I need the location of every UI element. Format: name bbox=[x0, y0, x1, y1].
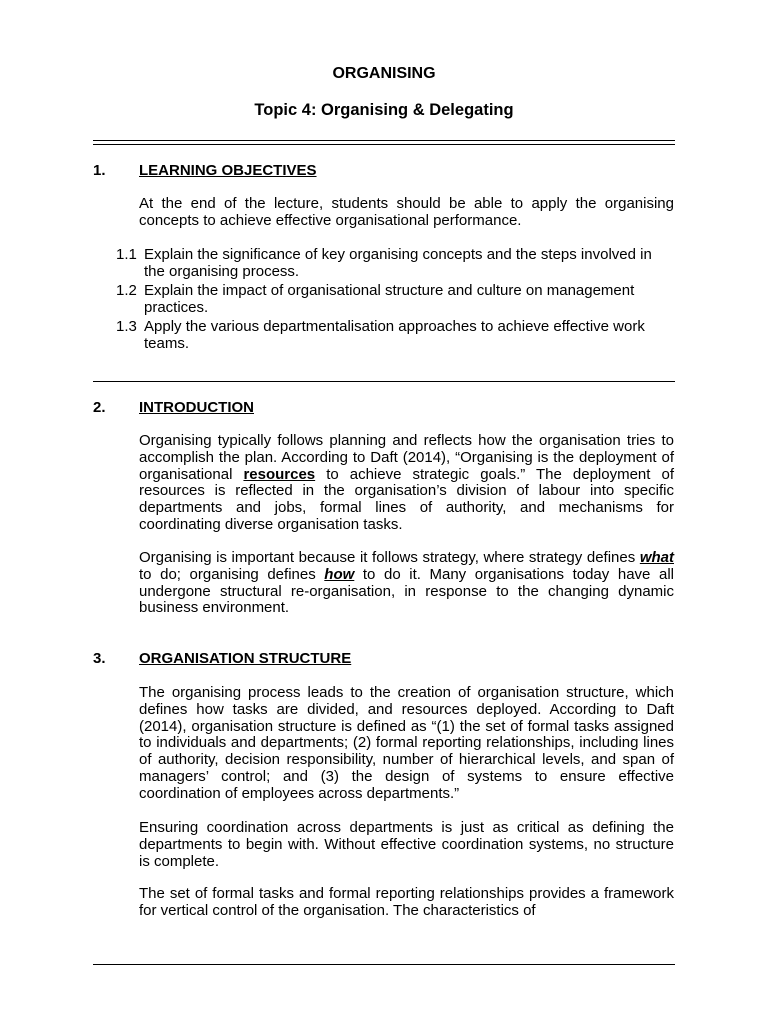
objective-text: Apply the various departmentalisation approaches to achieve effective work teams. bbox=[144, 318, 645, 352]
structure-paragraph-2: Ensuring coordination across departments is just as critical as defining the departments to begin with. Without effective coordination systems, no structure is complete. bbox=[139, 819, 674, 870]
introduction-paragraph-1 bbox=[139, 433, 674, 534]
section-3-heading: ORGANISATION STRUCTURE bbox=[139, 650, 352, 667]
header-double-rule bbox=[93, 140, 675, 145]
intro2-text-b: to do; organising defines bbox=[139, 565, 325, 583]
footer-rule bbox=[93, 964, 675, 965]
topic-subtitle: Topic 4: Organising & Delegating bbox=[254, 101, 514, 119]
objective-item bbox=[116, 283, 674, 317]
resources-emphasis: resources bbox=[243, 465, 316, 483]
introduction-paragraph-2 bbox=[139, 550, 674, 617]
structure-paragraph-1: The organising process leads to the creation of organisation structure, which defines how tasks are divided, and resources deployed. According to Daft (2014), organisation structure is defined as “(1) the set of formal tasks assigned to individuals and departments; (2) formal reporting relationships, including lines of authority, decision responsibility, number of hierarchical levels, and span of managers’ control; and (3) the design of systems to ensure effective coordination of employees across departments.” bbox=[139, 684, 674, 802]
intro2-text-c: to do it. Many organisations today have all undergone structural re-organisation, in response to the changing dynamic business environment. bbox=[139, 565, 674, 617]
structure-paragraph-3: The set of formal tasks and formal reporting relationships provides a framework for vertical control of the organisation. The characteristics of bbox=[139, 885, 674, 919]
objective-number: 1.1 bbox=[116, 246, 137, 263]
page-title: ORGANISING bbox=[332, 65, 436, 82]
section-2-heading: INTRODUCTION bbox=[139, 399, 254, 416]
section-3-number: 3. bbox=[93, 650, 106, 667]
how-emphasis: how bbox=[324, 565, 355, 583]
objective-number: 1.3 bbox=[116, 318, 137, 335]
section-divider bbox=[93, 381, 675, 382]
learning-objectives-intro: At the end of the lecture, students should be able to apply the organising concepts to achieve effective organisational performance. bbox=[139, 195, 674, 229]
section-1-number: 1. bbox=[93, 162, 106, 179]
objective-item bbox=[116, 247, 674, 281]
intro2-text-a: Organising is important because it follows strategy, where strategy defines bbox=[139, 549, 640, 566]
what-emphasis: what bbox=[639, 549, 674, 566]
objective-number: 1.2 bbox=[116, 282, 137, 299]
intro-text-before: Organising typically follows planning and reflects how the organisation tries to accomplish the plan. According to Daft (2014), “Organising is the deployment of organisational bbox=[139, 432, 674, 483]
section-2-number: 2. bbox=[93, 399, 106, 416]
objective-text: Explain the impact of organisational structure and culture on management practices. bbox=[144, 282, 635, 316]
section-1-heading: LEARNING OBJECTIVES bbox=[139, 162, 317, 179]
objective-text: Explain the significance of key organising concepts and the steps involved in the organising process. bbox=[144, 246, 652, 280]
intro-text-after: to achieve strategic goals.” The deployment of resources is reflected in the organisation’s division of labour into specific departments and jobs, formal lines of authority, and mechanisms for coordinating diverse organisation tasks. bbox=[139, 465, 674, 533]
objective-item bbox=[116, 319, 674, 353]
